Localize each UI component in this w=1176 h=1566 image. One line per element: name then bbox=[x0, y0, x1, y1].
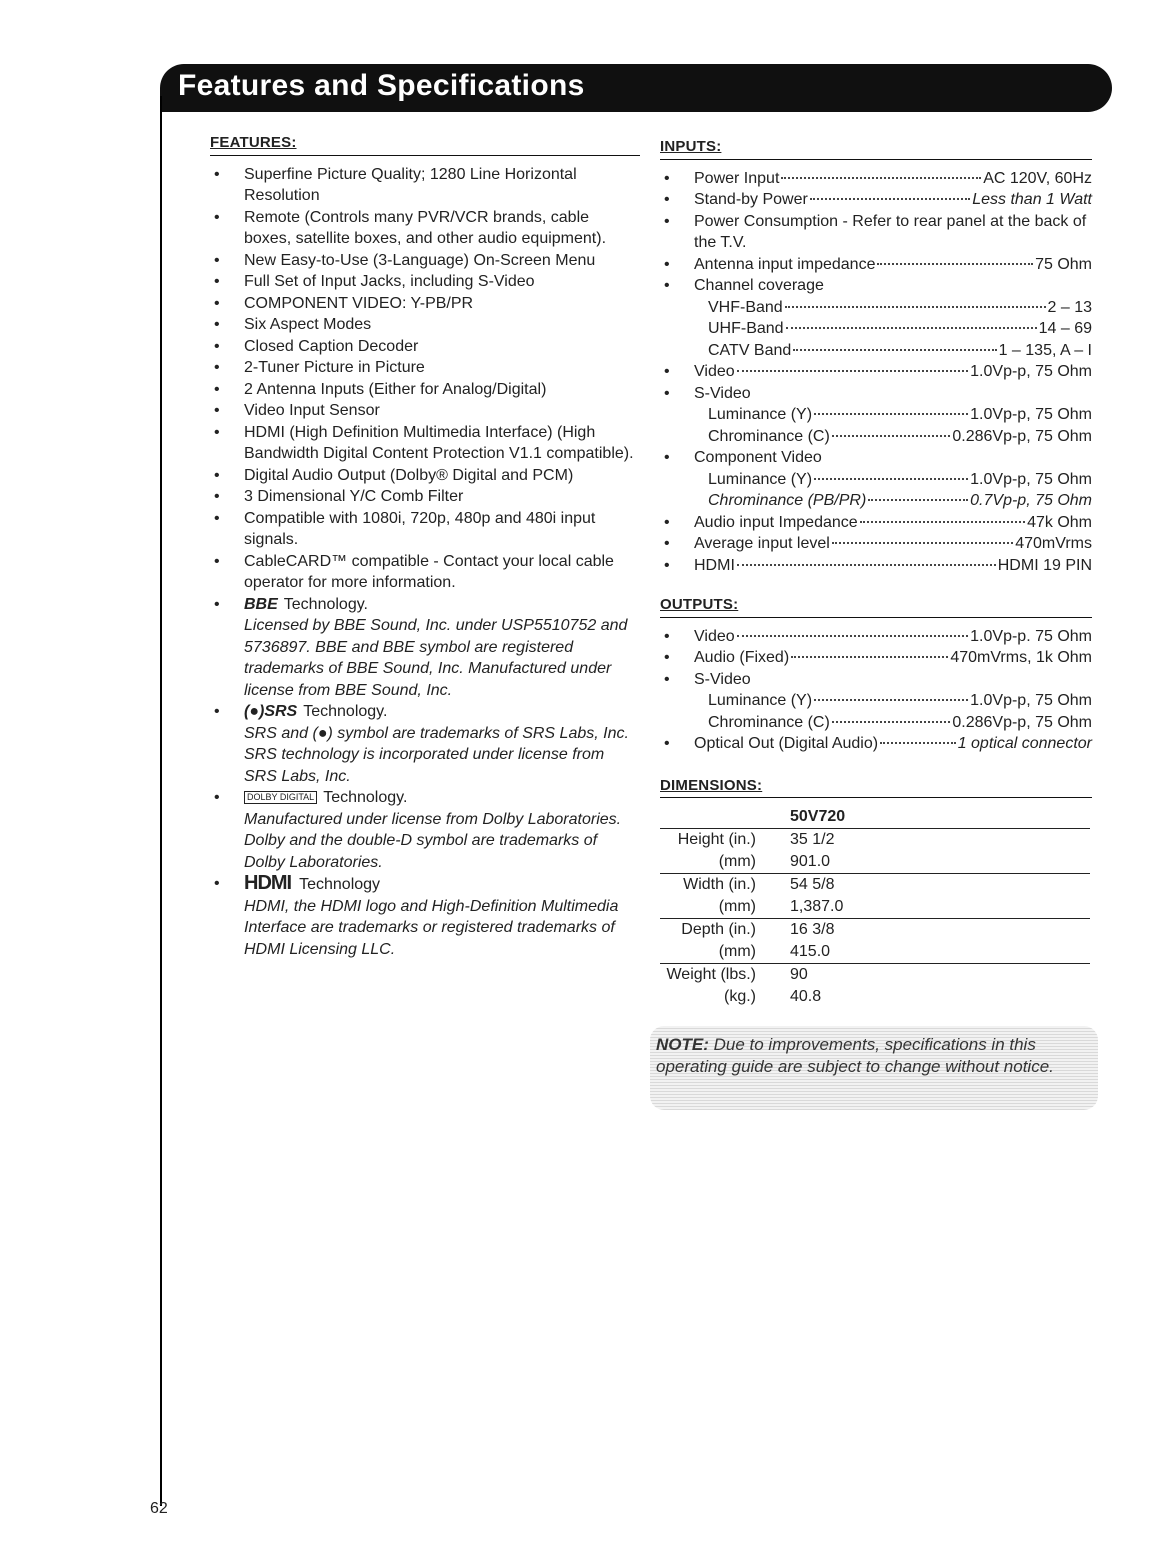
spec-row: • S-Video Luminance (Y) 1.0Vp-p, 75 Ohm Chrominance (C) 0.286Vp-p, 75 Ohm bbox=[660, 669, 1092, 734]
spec-row: • Channel coverage VHF-Band 2 – 13 UHF-Band 14 – 69 CATV Band 1 – 135, A – I bbox=[660, 275, 1092, 361]
features-heading: FEATURES: bbox=[210, 132, 640, 156]
inputs-heading: INPUTS: bbox=[660, 136, 1092, 160]
list-item: • Six Aspect Modes bbox=[210, 314, 640, 336]
page-number: 62 bbox=[150, 1500, 168, 1517]
list-item: • Closed Caption Decoder bbox=[210, 336, 640, 358]
list-item: • Video Input Sensor bbox=[210, 400, 640, 422]
page-title: Features and Specifications bbox=[178, 69, 585, 102]
note-label: NOTE: bbox=[656, 1035, 709, 1054]
dimensions-heading: DIMENSIONS: bbox=[660, 775, 1092, 799]
model-header: 50V720 bbox=[790, 808, 846, 826]
dolby-logo: DOLBY DIGITAL bbox=[244, 791, 317, 804]
table-row: Weight (lbs.) 90 bbox=[660, 964, 1090, 987]
list-item-dolby: • DOLBY DIGITAL Technology. Manufactured under license from Dolby Laboratories. Dolby and the double-D symbol are trademarks of Dolby Laboratories. bbox=[210, 787, 640, 873]
list-item: • Superfine Picture Quality; 1280 Line Horizontal Resolution bbox=[210, 164, 640, 207]
list-item: • Remote (Controls many PVR/VCR brands, cable boxes, satellite boxes, and other audio equipment). bbox=[210, 207, 640, 250]
spec-row: • Audio (Fixed) 470mVrms, 1k Ohm bbox=[660, 647, 1092, 669]
table-row: Height (in.) 35 1/2 bbox=[660, 829, 1090, 852]
inputs-list bbox=[660, 168, 1092, 577]
list-item-hdmi: • HDMI Technology HDMI, the HDMI logo and High-Definition Multimedia Interface are trademarks or registered trademarks of HDMI Licensing LLC. bbox=[210, 873, 640, 960]
table-row: Width (in.) 54 5/8 bbox=[660, 874, 1090, 897]
spec-row: • Optical Out (Digital Audio) 1 optical connector bbox=[660, 733, 1092, 755]
spec-row: • Antenna input impedance 75 Ohm bbox=[660, 254, 1092, 276]
list-item: • Full Set of Input Jacks, including S-Video bbox=[210, 271, 640, 293]
table-row: (mm) 1,387.0 bbox=[718, 898, 844, 915]
srs-logo: (●)SRS bbox=[244, 703, 298, 720]
spec-row: • Power Input AC 120V, 60Hz bbox=[660, 168, 1092, 190]
spec-row: • Video 1.0Vp-p, 75 Ohm bbox=[660, 361, 1092, 383]
srs-note: SRS and (●) symbol are trademarks of SRS Labs, Inc. SRS technology is incorporated under license from SRS Labs, Inc. bbox=[244, 724, 629, 785]
list-item-bbe: • BBE Technology. Licensed by BBE Sound, Inc. under USP5510752 and 5736897. BBE and BBE symbol are registered trademarks of BBE Sound, Inc. Manufactured under license from BBE Sound, Inc. bbox=[210, 594, 640, 702]
dolby-note: Manufactured under license from Dolby Laboratories. Dolby and the double-D symbol are trademarks of Dolby Laboratories. bbox=[244, 810, 622, 871]
left-rule bbox=[160, 96, 162, 1506]
list-item: • 2-Tuner Picture in Picture bbox=[210, 357, 640, 379]
spec-row: • HDMI HDMI 19 PIN bbox=[660, 555, 1092, 577]
spec-row: • Stand-by Power Less than 1 Watt bbox=[660, 189, 1092, 211]
note-text: Due to improvements, specifications in this operating guide are subject to change without notice. bbox=[656, 1035, 1054, 1076]
list-item: • HDMI (High Definition Multimedia Interface) (High Bandwidth Digital Content Protection V1.1 compatible). bbox=[210, 422, 640, 465]
bbe-logo: BBE bbox=[244, 595, 278, 613]
note-box bbox=[650, 1026, 1098, 1110]
spec-row: • Power Consumption - Refer to rear panel at the back of the T.V. bbox=[660, 211, 1092, 254]
spec-row: • Average input level 470mVrms bbox=[660, 533, 1092, 555]
table-row: Depth (in.) 16 3/8 bbox=[660, 919, 1090, 942]
table-row: (mm) 901.0 bbox=[718, 853, 831, 870]
outputs-heading: OUTPUTS: bbox=[660, 594, 1092, 618]
list-item: • Compatible with 1080i, 720p, 480p and 480i input signals. bbox=[210, 508, 640, 551]
specs-column bbox=[660, 136, 1092, 1008]
list-item: • New Easy-to-Use (3-Language) On-Screen Menu bbox=[210, 250, 640, 272]
dimensions-table bbox=[660, 806, 1090, 1008]
spec-row: • Component Video Luminance (Y) 1.0Vp-p, 75 Ohm Chrominance (PB/PR) 0.7Vp-p, 75 Ohm bbox=[660, 447, 1092, 512]
list-item: • Digital Audio Output (Dolby® Digital and PCM) bbox=[210, 465, 640, 487]
spec-row: • S-Video Luminance (Y) 1.0Vp-p, 75 Ohm Chrominance (C) 0.286Vp-p, 75 Ohm bbox=[660, 383, 1092, 448]
spec-row: • Audio input Impedance 47k Ohm bbox=[660, 512, 1092, 534]
hdmi-note: HDMI, the HDMI logo and High-Definition Multimedia Interface are trademarks or registered trademarks of HDMI Licensing LLC. bbox=[244, 897, 619, 958]
list-item: • 2 Antenna Inputs (Either for Analog/Digital) bbox=[210, 379, 640, 401]
list-item: • 3 Dimensional Y/C Comb Filter bbox=[210, 486, 640, 508]
features-list bbox=[210, 164, 640, 961]
spec-row: • Video 1.0Vp-p. 75 Ohm bbox=[660, 626, 1092, 648]
bbe-note: Licensed by BBE Sound, Inc. under USP5510752 and 5736897. BBE and BBE symbol are registered trademarks of BBE Sound, Inc. Manufactured under license from BBE Sound, Inc. bbox=[244, 617, 628, 699]
list-item: • COMPONENT VIDEO: Y-PB/PR bbox=[210, 293, 640, 315]
table-row: (mm) 415.0 bbox=[718, 943, 831, 960]
table-row: (kg.) 40.8 bbox=[724, 988, 822, 1005]
list-item-srs: • (●)SRS Technology. SRS and (●) symbol are trademarks of SRS Labs, Inc. SRS technology is incorporated under license from SRS Labs, Inc. bbox=[210, 701, 640, 787]
outputs-list bbox=[660, 626, 1092, 755]
hdmi-logo: HDMI bbox=[244, 872, 292, 894]
list-item: • CableCARD™ compatible - Contact your local cable operator for more information. bbox=[210, 551, 640, 594]
features-section bbox=[210, 132, 640, 960]
